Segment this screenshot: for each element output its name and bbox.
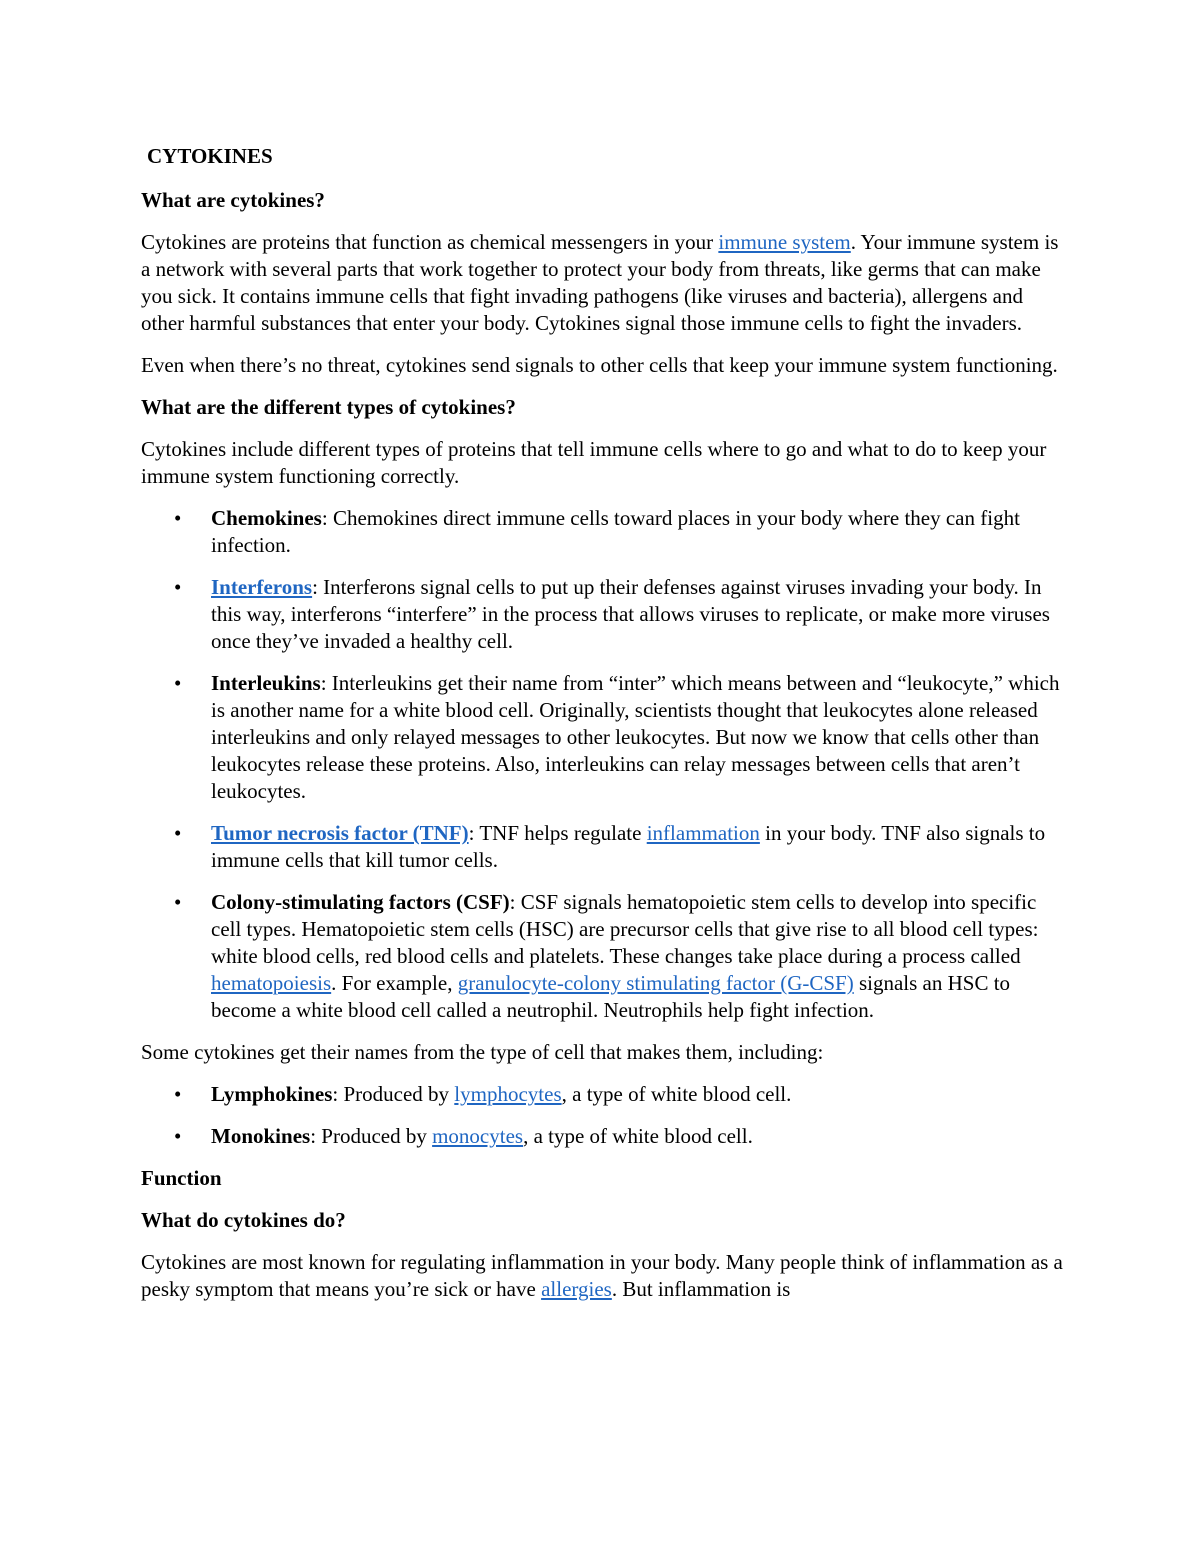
paragraph-text: . Your immune system is a network with several parts that work together to protect your body from threats, like germs that can make you sick. It contains immune cells that fight invading pathogens (like viruses and bacteria), allergens and other harmful substances that enter your body. Cytokines signal those immune cells to fight the invaders. xyxy=(141,230,1059,335)
paragraph-types-intro: Cytokines include different types of proteins that tell immune cells where to go and what to do to keep your immune system functioning correctly. xyxy=(141,437,1047,488)
term-monokines: Monokines xyxy=(211,1124,311,1148)
list-item-text: , a type of white blood cell. xyxy=(561,1082,792,1106)
cytokine-types-list xyxy=(141,505,1065,1024)
list-item-text: : Produced by xyxy=(310,1124,433,1148)
list-item-text: : Interleukins get their name from “inter” which means between and “leukocyte,” which is another name for a white blood cell. Originally, scientists thought that leukocytes alone released interleukins and only relayed messages to other leukocytes. But now we know that cells other than leukocytes release these proteins. Also, interleukins can relay messages between cells that aren’t leukocytes. xyxy=(211,671,1060,803)
term-tnf: Tumor necrosis factor (TNF) xyxy=(211,821,469,845)
heading-what-do-cytokines-do: What do cytokines do? xyxy=(141,1208,346,1232)
list-item-text: : Interferons signal cells to put up their defenses against viruses invading your body. In this way, interferons “interfere” in the process that allows viruses to replicate, or make more viruses once they’ve invaded a healthy cell. xyxy=(211,575,1050,653)
tnf-link[interactable] xyxy=(211,821,469,845)
term-interleukins: Interleukins xyxy=(211,671,321,695)
heading-what-are-cytokines: What are cytokines? xyxy=(141,188,325,212)
term-interferons: Interferons xyxy=(211,575,313,599)
paragraph-text: Cytokines are proteins that function as chemical messengers in your xyxy=(141,230,719,254)
paragraph-names-intro: Some cytokines get their names from the type of cell that makes them, including: xyxy=(141,1040,824,1064)
cytokine-source-list xyxy=(141,1081,1065,1150)
list-item-interferons xyxy=(141,574,1065,655)
list-item-text: , a type of white blood cell. xyxy=(523,1124,753,1148)
paragraph-definition xyxy=(141,229,1065,337)
inflammation-link[interactable]: inflammation xyxy=(646,821,760,845)
list-item-text: : Produced by xyxy=(332,1082,455,1106)
list-item-text: . For example, xyxy=(331,971,458,995)
list-item-text: in your body. TNF also signals to immune cells that kill tumor cells. xyxy=(211,821,1046,872)
list-item-text: : CSF signals hematopoietic stem cells to develop into specific cell types. Hematopoietic stem cells (HSC) are precursor cells that give rise to all blood cell types: white blood cells, red blood cells and platelets. These changes take place during a process called xyxy=(211,890,1039,968)
lymphocytes-link[interactable]: lymphocytes xyxy=(454,1082,562,1106)
list-item-interleukins xyxy=(141,670,1065,805)
list-item-chemokines xyxy=(141,505,1065,559)
list-item-csf xyxy=(141,889,1065,1024)
heading-function: Function xyxy=(141,1166,222,1190)
list-item-lymphokines xyxy=(141,1081,1065,1108)
interferons-link[interactable] xyxy=(211,575,312,599)
document-title: CYTOKINES xyxy=(147,144,273,168)
list-item-monokines xyxy=(141,1123,1065,1150)
monocytes-link[interactable]: monocytes xyxy=(432,1124,524,1148)
g-csf-link[interactable]: granulocyte-colony stimulating factor (G-CSF) xyxy=(457,971,854,995)
heading-types-of-cytokines: What are the different types of cytokines? xyxy=(141,395,516,419)
immune-system-link[interactable]: immune system xyxy=(718,230,851,254)
paragraph-text: Cytokines are most known for regulating inflammation in your body. Many people think of inflammation as a pesky symptom that means you’re sick or have xyxy=(141,1250,1063,1301)
allergies-link[interactable]: allergies xyxy=(541,1277,612,1301)
term-csf: Colony-stimulating factors (CSF) xyxy=(211,890,510,914)
list-item-text: : TNF helps regulate xyxy=(468,821,647,845)
list-item-tnf xyxy=(141,820,1065,874)
list-item-text: : Chemokines direct immune cells toward places in your body where they can fight infection. xyxy=(211,506,1020,557)
term-chemokines: Chemokines xyxy=(211,506,322,530)
paragraph-text: . But inflammation is xyxy=(611,1277,791,1301)
paragraph-no-threat: Even when there’s no threat, cytokines send signals to other cells that keep your immune system functioning. xyxy=(141,353,1058,377)
list-item-text: signals an HSC to become a white blood cell called a neutrophil. Neutrophils help fight infection. xyxy=(211,971,1011,1022)
paragraph-function xyxy=(141,1249,1065,1303)
term-lymphokines: Lymphokines xyxy=(211,1082,333,1106)
hematopoiesis-link[interactable]: hematopoiesis xyxy=(211,971,332,995)
